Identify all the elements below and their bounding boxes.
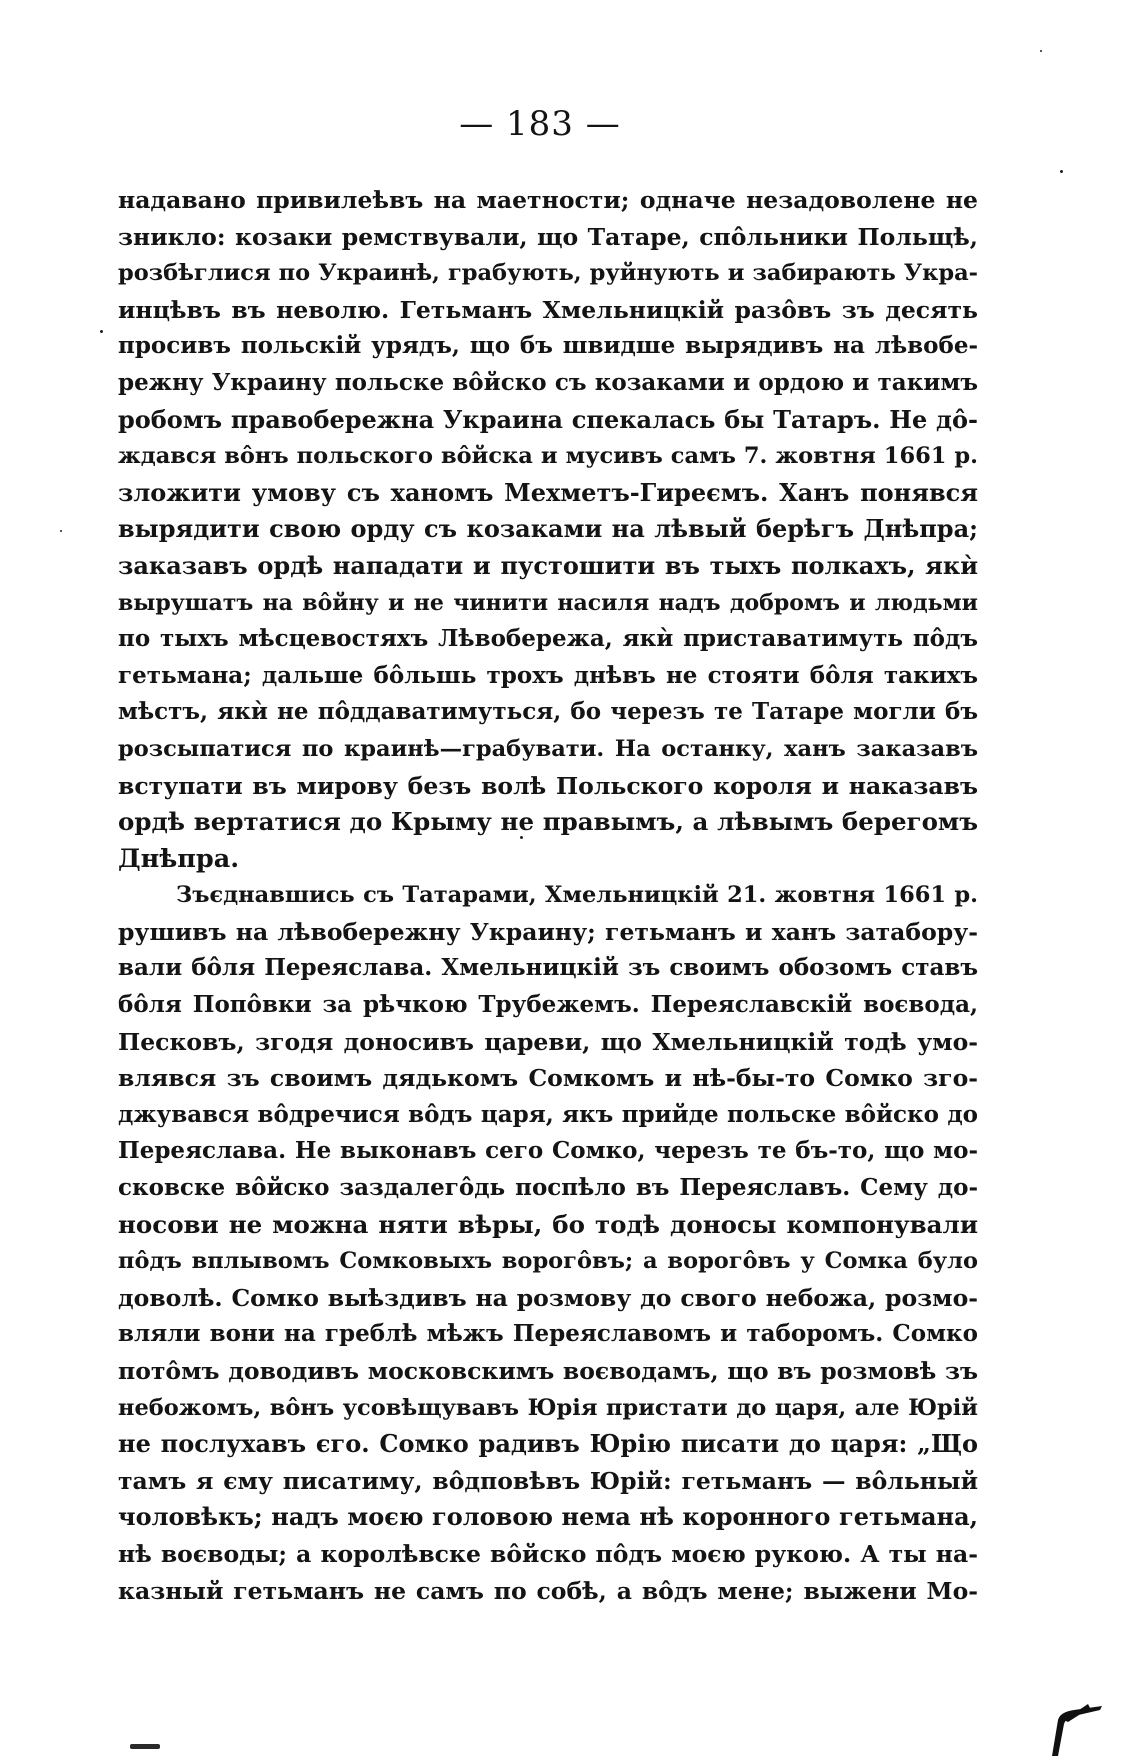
text-line: вырядити свою орду съ козаками на лѣвый берѣгъ Днѣпра; [118, 514, 978, 544]
text-line: розбѣглися по Украинѣ, грабують, руйнують и забирають Укра- [118, 260, 978, 287]
paragraph-end-line: Днѣпра. [118, 843, 240, 874]
text-line: вляли вони на греблѣ мѣжъ Переяславомъ и таборомъ. Сомко [118, 1320, 978, 1348]
text-line: по тыхъ мѣсцевостяхъ Лѣвобережа, якѝ приставатимуть пôдъ [118, 625, 978, 653]
scan-speck [520, 836, 523, 839]
text-line: инцѣвъ въ неволю. Гетьманъ Хмельницкій разôвъ зъ десять [118, 295, 978, 324]
text-line: потôмъ доводивъ московскимъ воєводамъ, що въ розмовѣ зъ [118, 1357, 978, 1385]
text-line: казный гетьманъ не самъ по собѣ, а вôдъ мене; выжени Мо- [118, 1576, 978, 1605]
text-line: чоловѣкъ; надъ моєю головою нема нѣ коронного гетьмана, [118, 1502, 978, 1532]
text-line: робомъ правобережна Украина спекалась бы Татаръ. Не дô- [118, 404, 978, 434]
text-line: рушивъ на лѣвобережну Украину; гетьманъ и ханъ затабору- [118, 917, 978, 946]
text-line: Переяслава. Не выконавъ сего Сомко, черезъ те бъ-то, що мо- [118, 1137, 978, 1165]
text-line: носови не можна няти вѣры, бо тодѣ доносы компонували [118, 1209, 978, 1239]
text-line: вступати въ мирову безъ волѣ Польского короля и наказавъ [118, 771, 978, 800]
scan-smudge [130, 1744, 160, 1749]
page-number: — 183 — [459, 104, 621, 144]
text-line: ордѣ вертатися до Крыму не правымъ, а лѣвымъ берегомъ [118, 807, 978, 837]
text-line: тамъ я єму писатиму, вôдповѣвъ Юрій: гетьманъ — вôльный [118, 1466, 978, 1495]
text-line: доволѣ. Сомко выѣздивъ на розмову до свого небожа, розмо- [118, 1283, 978, 1312]
text-line: мѣстъ, якѝ не пôддаватимуться, бо черезъ те Татаре могли бъ [118, 698, 978, 726]
text-line: ждався вôнъ польского вôйска и мусивъ самъ 7. жовтня 1661 р. [118, 443, 978, 470]
text-line: гетьмана; дальше бôльшь трохъ днѣвъ не стояти бôля такихъ [118, 661, 978, 689]
scan-speck [100, 330, 103, 333]
text-line: нѣ воєводы; а королѣвске вôйско пôдъ моєю рукою. А ты на- [118, 1539, 978, 1568]
text-line: режну Украину польске вôйско съ козаками и ордою и такимъ [118, 368, 978, 396]
text-line: просивъ польскій урядъ, що бъ швидше вырядивъ на лѣвобе- [118, 332, 978, 360]
scan-speck [1060, 170, 1063, 173]
text-line: розсыпатися по краинѣ—грабувати. На останку, ханъ заказавъ [118, 735, 978, 762]
text-line: бôля Попôвки за рѣчкою Трубежемъ. Переяславскій воєвода, [118, 991, 978, 1019]
ink-mark [1044, 1690, 1104, 1760]
scan-speck [60, 530, 62, 532]
text-line: Песковъ, згодя доносивъ цареви, що Хмельницкій тодѣ умо- [118, 1027, 978, 1056]
text-line: не послухавъ єго. Сомко радивъ Юрію писати до царя: „Що [118, 1429, 978, 1459]
scan-speck [1040, 50, 1042, 52]
text-line: вырушатъ на вôйну и не чинити насиля надъ добромъ и людьми [118, 589, 978, 616]
text-line: пôдъ вплывомъ Сомковыхъ ворогôвъ; а ворогôвъ у Сомка було [118, 1248, 978, 1275]
paragraph-start-line: Зъєднавшись съ Татарами, Хмельницкій 21. жовтня 1661 р. [176, 882, 978, 909]
text-line: заказавъ ордѣ нападати и пустошити въ тыхъ полкахъ, якѝ [118, 550, 978, 580]
text-line: надавано привилеѣвъ на маетности; одначе незадоволене не [118, 186, 978, 214]
text-line: вали бôля Переяслава. Хмельницкій зъ своимъ обозомъ ставъ [118, 954, 978, 982]
text-line: небожомъ, вôнъ усовѣщувавъ Юрія пристати до царя, але Юрій [118, 1394, 978, 1421]
text-line: зникло: козаки ремствували, що Татаре, спôльники Польщѣ, [118, 222, 978, 251]
text-line: сковске вôйско заздалегôдь поспѣло въ Переяславъ. Сему до- [118, 1174, 978, 1202]
text-line: джувався вôдречися вôдъ царя, якъ прийде польске вôйско до [118, 1100, 978, 1128]
text-line: влявся зъ своимъ дядькомъ Сомкомъ и нѣ-бы-то Сомко зго- [118, 1064, 978, 1093]
body-text [118, 182, 978, 1609]
text-line: зложити умову съ ханомъ Мехметъ-Гиреємъ. Ханъ понявся [118, 477, 978, 507]
